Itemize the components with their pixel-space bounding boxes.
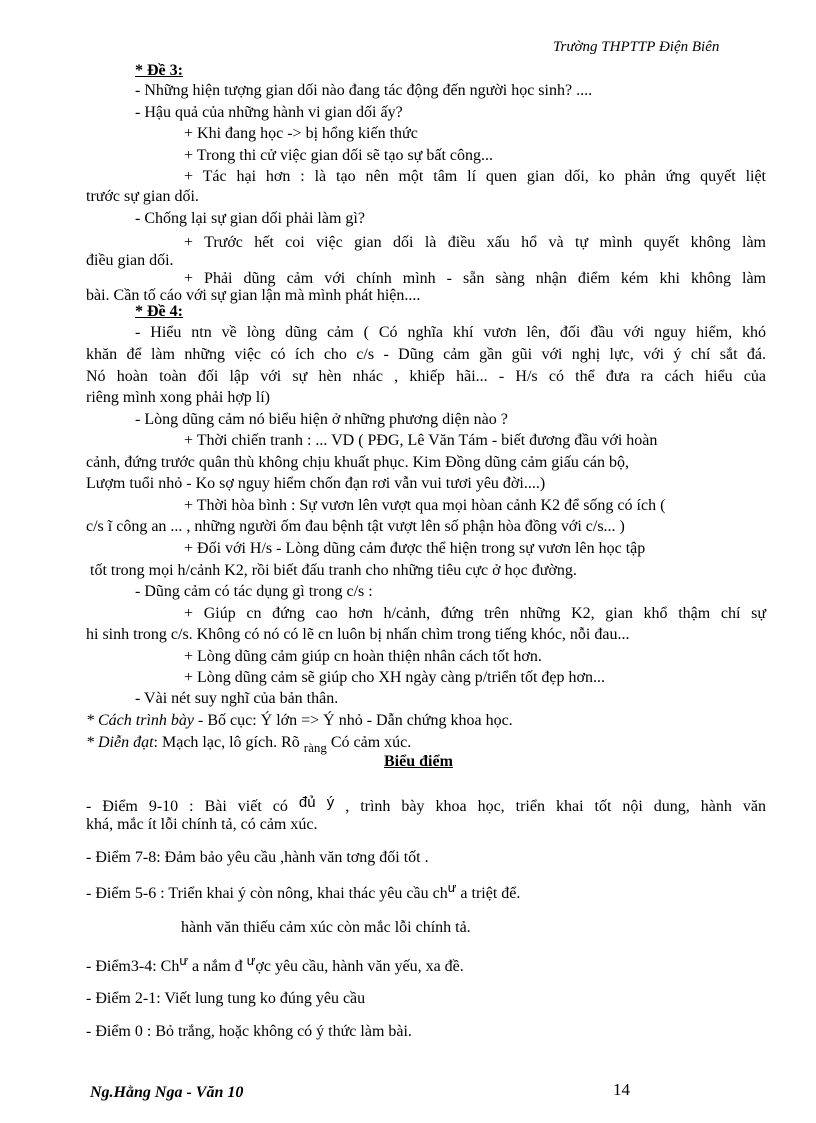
de3-title: * Đề 3: xyxy=(135,62,183,79)
grading-3-4-a: - Điểm3-4: Ch xyxy=(86,958,180,975)
de4-p2-a1: + Thời chiến tranh : ... VD ( PĐG, Lê Văn Tám - biết đương đầu với hoàn xyxy=(184,432,658,449)
de4-p2-b1: + Thời hòa bình : Sự vươn lên vượt qua mọi hòan cảnh K2 để sống có ích ( xyxy=(184,497,666,514)
grading-5-6-b: a triệt để. xyxy=(456,885,521,902)
grading-2-1: - Điểm 2-1: Viết lung tung ko đúng yêu cầu xyxy=(86,990,366,1007)
de3-q3: - Chống lại sự gian dối phải làm gì? xyxy=(135,210,365,227)
de4-p2-b2: c/s ĩ công an ... , những người ốm đau bệnh tật vượt lên số phận hòa đồng với c/s... ) xyxy=(86,518,625,535)
de3-q3-b2: bài. Cần tố cáo với sự gian lận mà mình phát hiện.... xyxy=(86,287,421,304)
header-school: Trường THPTTP Điện Biên xyxy=(553,39,720,55)
de3-q2-b: + Trong thi cử việc gian dối sẽ tạo sự bất công... xyxy=(184,147,493,164)
footer-author: Ng.Hằng Nga - Văn 10 xyxy=(90,1084,244,1101)
grading-9-10-c: , trình bày khoa học, triển khai tốt nội dung, hành văn xyxy=(334,798,766,815)
de4-p2-c1: + Đối với H/s - Lòng dũng cảm được thể hiện trong sự vươn lên học tập xyxy=(184,540,646,557)
de4-p3: - Dũng cảm có tác dụng gì trong c/s : xyxy=(135,583,373,600)
de4-p3-c: + Lòng dũng cảm sẽ giúp cho XH ngày càng p/triển tốt đẹp hơn... xyxy=(184,669,605,686)
de4-p1-l3: Nó hoàn toàn đối lập với sự hèn nhác , khiếp hãi... - H/s có thể đưa ra cách hiểu của xyxy=(86,368,766,385)
de3-q2-c1: + Tác hại hơn : là tạo nên một tâm lí quen gian dối, ko phản ứng quyết liệt xyxy=(184,168,766,185)
de4-p2-a3: Lượm tuổi nhỏ - Ko sợ nguy hiểm chốn đạn rơi vẫn vui tươi yêu đời....) xyxy=(86,475,546,492)
de4-p3-b: + Lòng dũng cảm giúp cn hoàn thiện nhân cách tốt hơn. xyxy=(184,648,542,665)
grading-7-8: - Điểm 7-8: Đảm bảo yêu cầu ,hành văn tơng đối tốt . xyxy=(86,849,429,866)
presentation-text-2-end: Có cảm xúc. xyxy=(326,734,412,751)
grading-0: - Điểm 0 : Bỏ trắng, hoặc không có ý thức làm bài. xyxy=(86,1023,412,1040)
de4-p2: - Lòng dũng cảm nó biểu hiện ở những phương diện nào ? xyxy=(135,411,508,428)
grading-9-10 xyxy=(86,794,766,816)
de3-q3-a1: + Trước hết coi việc gian dối là điều xấu hổ và tự mình quyết không làm xyxy=(184,234,766,251)
grading-5-6-a: - Điểm 5-6 : Triển khai ý còn nông, khai thác yêu cầu ch xyxy=(86,885,448,902)
grading-3-4-b: a nắm đ xyxy=(188,958,247,975)
grading-5-6-line-2: hành văn thiếu cảm xúc còn mắc lỗi chính tả. xyxy=(181,919,471,936)
presentation-text-2: : Mạch lạc, lô gích. Rõ xyxy=(153,734,304,751)
presentation-small-word: ràng xyxy=(303,740,327,755)
presentation-text-1: - Bố cục: Ý lớn => Ý nhỏ - Dẫn chứng khoa học. xyxy=(194,712,513,729)
de3-q3-a2: điều gian dối. xyxy=(86,252,174,269)
de4-p1-l1: - Hiểu ntn về lòng dũng cảm ( Có nghĩa khí vươn lên, đối đầu với nguy hiểm, khó xyxy=(135,324,766,341)
de3-q2: - Hậu quả của những hành vi gian dối ấy? xyxy=(135,104,403,121)
de4-p1-l4: riêng mình xong phải hợp lí) xyxy=(86,389,270,406)
grading-3-4-c: ợc yêu cầu, hành văn yếu, xa đề. xyxy=(255,958,464,975)
de4-p3-a2: hi sinh trong c/s. Không có nó có lẽ cn luôn bị nhấn chìm trong tiếng khóc, nỗi đau... xyxy=(86,626,630,643)
grading-9-10-line-2: khá, mắc ít lỗi chính tả, có cảm xúc. xyxy=(86,816,318,833)
de3-q2-a: + Khi đang học -> bị hổng kiến thức xyxy=(184,125,418,142)
grading-9-10-a: - Điểm 9-10 : Bài viết có xyxy=(86,798,299,815)
presentation-line-1 xyxy=(86,712,513,730)
de3-q3-b1: + Phải dũng cảm với chính mình - sẵn sàng nhận điểm kém khi không làm xyxy=(184,270,766,287)
grading-3-4-sup-2: ư xyxy=(246,953,256,968)
de4-p2-c2: tốt trong mọi h/cảnh K2, rồi biết đấu tranh cho những tiêu cực ở học đường. xyxy=(90,562,577,579)
grading-9-10-b: đủ ý xyxy=(298,794,335,811)
de3-q1: - Những hiện tượng gian dối nào đang tác động đến người học sinh? .... xyxy=(135,82,593,99)
grading-3-4 xyxy=(86,953,464,976)
de4-p4: - Vài nét suy nghĩ của bản thân. xyxy=(135,690,339,707)
page-number: 14 xyxy=(613,1080,630,1099)
grading-5-6 xyxy=(86,880,521,903)
grading-title: Biểu điểm xyxy=(384,753,453,770)
presentation-label-2: * Diễn đạt xyxy=(86,734,154,751)
de3-q2-c2: trước sự gian dối. xyxy=(86,188,199,205)
de4-p3-a1: + Giúp cn đứng cao hơn h/cảnh, đứng trên những K2, gian khổ thậm chí sự xyxy=(184,605,766,622)
de4-title: * Đề 4: xyxy=(135,303,183,320)
grading-5-6-sup: ư xyxy=(447,880,457,895)
de4-p2-a2: cảnh, đứng trước quân thù không chịu khuất phục. Kim Đồng dũng cảm giấu cán bộ, xyxy=(86,454,630,471)
de4-p1-l2: khăn để làm những việc có ích cho c/s - Dũng cảm gần gũi với nghị lực, với ý chí sắt đá. xyxy=(86,346,766,363)
presentation-label-1: * Cách trình bày xyxy=(86,712,194,729)
presentation-line-2 xyxy=(86,734,412,755)
grading-3-4-sup-1: ư xyxy=(179,953,189,968)
